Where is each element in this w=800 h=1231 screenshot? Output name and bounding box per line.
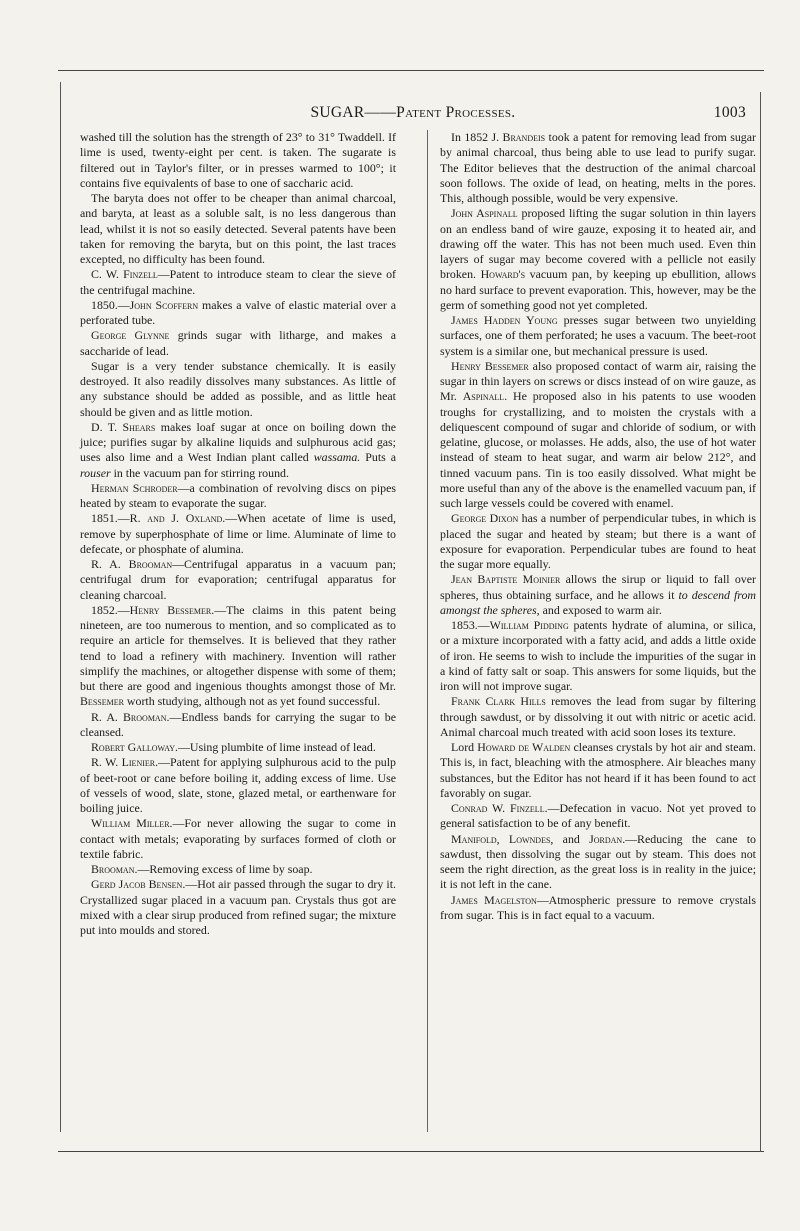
paragraph: Sugar is a very tender substance chemically. It is easily destroyed. It also readily dissolves many substances. As little of any substance should be added as possible, and as little heat should be given and as little motion.: [80, 358, 396, 419]
paragraph: 1851.—R. and J. Oxland.—When acetate of lime is used, remove by superphosphate of lime or lime. Aluminate of lime to defecate, or phosphate of alumina.: [80, 511, 396, 556]
page-number: 1003: [713, 104, 746, 121]
paragraph: 1853.—William Pidding patents hydrate of alumina, or silica, or a mixture incorporated with a fatty acid, and adds a little oxide of iron. He seems to wish to include the impurities of the sugar in a kind of fatty salt or soap. This answers for some liquids, but the iron will not improve sugar.: [440, 618, 756, 693]
paragraph: 1852.—Henry Bessemer.—The claims in this patent being nineteen, are too numerous to mention, and so complicated as to require an article for themselves. It is believed that they rather tend to load a refinery with machinery. Invention will rather simplify the machines, or altogether dispense with some of them; but there are good and ingenious thoughts amongst those of Mr. Bessemer worth studying, although not as yet found successful.: [80, 602, 396, 709]
right-column: [440, 130, 756, 923]
paragraph: Conrad W. Finzell.—Defecation in vacuo. Not yet proved to general satisfaction to be of any benefit.: [440, 801, 756, 831]
frame-left-rule: [60, 82, 61, 1132]
paragraph: Robert Galloway.—Using plumbite of lime instead of lead.: [91, 740, 376, 754]
header-sugar: SUGAR: [310, 104, 365, 121]
paragraph: C. W. Finzell—Patent to introduce steam to clear the sieve of the centrifugal machine.: [80, 267, 396, 297]
paragraph: James Magelston—Atmospheric pressure to remove crystals from sugar. This is in fact equal to a vacuum.: [440, 892, 756, 922]
paragraph: R. A. Brooman—Centrifugal apparatus in a vacuum pan; centrifugal drum for evaporation; centrifugal apparatus for cleaning charcoal.: [80, 557, 396, 602]
paragraph: Gerd Jacob Bensen.—Hot air passed through the sugar to dry it. Crystallized sugar placed in a vacuum pan. Crystals thus got are mixed with a clear sirup produced from refined sugar; the mixture put into moulds and stored.: [80, 877, 396, 937]
paragraph: Brooman.—Removing excess of lime by soap.: [91, 862, 313, 876]
header-patent-processes: Patent Processes.: [396, 104, 516, 121]
header-dash: ——: [364, 104, 397, 121]
frame-right-rule: [760, 92, 761, 1152]
column-rule: [427, 130, 428, 1132]
paragraph: R. W. Lienier.—Patent for applying sulphurous acid to the pulp of beet-root or cane before boiling it, adding excess of lime. Use of vessels of wood, slate, stone, glazed metal, or earthenware for boiling juice.: [80, 755, 396, 815]
paragraph: Frank Clark Hills removes the lead from sugar by filtering through sawdust, or by dissolving it out with nitric or acetic acid. Animal charcoal much treated with acid soon loses its texture.: [440, 694, 756, 739]
paragraph: D. T. Shears makes loaf sugar at once on boiling down the juice; purifies sugar by alkaline liquids and sulphurous acid gas; uses also lime and a West Indian plant called wassama. Puts a rouser in the vacuum pan for stirring round.: [80, 419, 397, 480]
paragraph: James Hadden Young presses sugar between two unyielding surfaces, one of them perforated; he uses a vacuum. The beet-root system is a similar one, but mechanical pressure is used.: [440, 313, 756, 358]
paragraph: washed till the solution has the strength of 23° to 31° Twaddell. If lime is used, twenty-eight per cent. is taken. The sugarate is filtered out in Taylor's filter, or in presses warmed to 100°; it contains five equivalents of base to one of saccharic acid.: [80, 130, 396, 190]
header-title: [80, 104, 746, 122]
left-column: [80, 130, 396, 938]
paragraph: John Aspinall proposed lifting the sugar solution in thin layers on an endless band of wire gauze, exposing it to heated air, and drawing off the water. This has not been much used. Even thin layers of sugar may become covered with a pellicle not easily broken. Howard's vacuum pan, by keeping up ebullition, allows no hard surface to prevent evaporation. This, however, may be the germ of something good not yet completed.: [440, 206, 756, 312]
paragraph: Manifold, Lowndes, and Jordan.—Reducing the cane to sawdust, then dissolving the sugar out by steam. This does not seem the right direction, as the great loss is in reality in the juice; it is not left in the cane.: [440, 831, 756, 892]
running-header: [80, 104, 746, 126]
paragraph: Henry Bessemer also proposed contact of warm air, raising the sugar in thin layers on screws or discs instead of on wire gauze, as Mr. Aspinall. He proposed also in his patents to use wooden troughs for crystallizing, and to moisten the crystals with a deliquescent compound of sugar and chloride of sodium, or with gelatine, glucose, or molasses. He adds, also, the use of hot water instead of steam to heat sugar, and warm air below 212°, and tinned vacuum pans. Tin is too easily dissolved. What might be more useful than any of the above is the enamelled vacuum pan, if such large vessels could be covered with enamel.: [440, 358, 757, 510]
paragraph: William Miller.—For never allowing the sugar to come in contact with metals; evaporating by surfaces formed of cloth or textile fabric.: [80, 816, 396, 861]
paragraph: Herman Schroder—a combination of revolving discs on pipes heated by steam to evaporate the sugar.: [80, 480, 396, 510]
paragraph: George Dixon has a number of perpendicular tubes, in which is placed the sugar and heated by steam; but there is a want of exposure for evaporation. Perpendicular tubes are found to heat the sugar more equally.: [440, 511, 756, 571]
paragraph: Jean Baptiste Moinier allows the sirup or liquid to fall over spheres, thus obtaining surface, and he allows it to descend from amongst the spheres, and exposed to warm air.: [440, 572, 756, 617]
paragraph: The baryta does not offer to be cheaper than animal charcoal, and baryta, at least as a soluble salt, is no less dangerous than lead, whilst it is not so easily detected. Several patents have been taken for removing the baryta, but on this point, the last traces excepted, no difficulty has been found.: [80, 191, 396, 266]
paragraph: R. A. Brooman.—Endless bands for carrying the sugar to be cleansed.: [80, 709, 396, 739]
paragraph: In 1852 J. Brandeis took a patent for removing lead from sugar by animal charcoal, thus being able to use lead to purify sugar. The Editor believes that the destruction of the animal charcoal soon follows. The oxide of lead, on heating, melts in the pores. This, although possible, would be very expensive.: [440, 130, 756, 205]
paragraph: 1850.—John Scoffern makes a valve of elastic material over a perforated tube.: [80, 297, 396, 327]
paragraph: George Glynne grinds sugar with litharge, and makes a saccharide of lead.: [80, 328, 396, 358]
paragraph: Lord Howard de Walden cleanses crystals by hot air and steam. This is, in fact, bleaching with the atmosphere. Air bleaches many substances, but the Editor has not heard if it has been found to act favorably on sugar.: [440, 740, 756, 800]
